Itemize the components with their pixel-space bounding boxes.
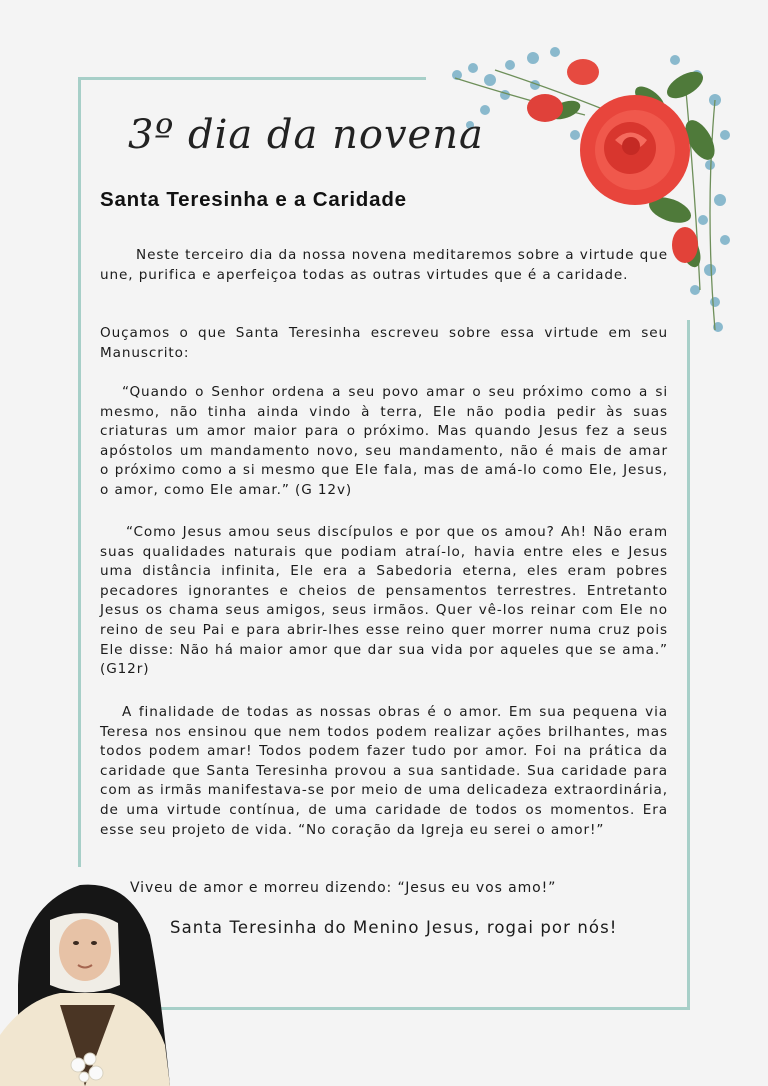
manuscript-paragraph: Ouçamos o que Santa Teresinha escreveu sobre essa virtude em seu Manuscrito: <box>100 325 668 361</box>
saint-teresinha-portrait <box>0 865 175 1086</box>
page-title: 3º dia da novena <box>128 112 484 158</box>
reflection-paragraph: A finalidade de todas as nossas obras é o amor. Em sua pequena via Teresa nos ensinou que nem todos podem realizar ações brilhantes, mas todos podem amar! Todos podem fazer tudo por amor. Foi na prática da caridade que Santa Teresinha provou a sua santidade. Sua caridade para com as irmãs manifestava-se por meio de uma delicadeza extraordinária, de uma virtude contínua, de uma caridade de todos os momentos. Era esse seu projeto de vida. “No coração da Igreja eu serei o amor!” <box>100 704 668 838</box>
quote-paragraph-1: “Quando o Senhor ordena a seu povo amar o seu próximo como a si mesmo, não tinha ainda vindo à terra, Ele não podia pedir às suas criaturas um amor maior para o próximo. Mas quando Jesus fez a seus apóstolos um mandamento novo, seu mandamento, não é mais de amar o próximo como a si mesmo que Ele fala, mas de amá-lo como Ele, Jesus, o amor, como Ele amar.” (G 12v) <box>100 384 668 498</box>
closing-line: Viveu de amor e morreu dizendo: “Jesus eu vos amo!” <box>130 880 557 896</box>
frame-bottom-line <box>160 1007 690 1010</box>
intro-paragraph: Neste terceiro dia da nossa novena meditaremos sobre a virtude que une, purifica e aperfeiçoa todas as outras virtudes que é a caridade. <box>100 247 668 283</box>
frame-top-line <box>78 77 426 80</box>
rose-bouquet-icon <box>435 40 745 340</box>
frame-left-line <box>78 77 81 867</box>
quote-paragraph-2: “Como Jesus amou seus discípulos e por que os amou? Ah! Não eram suas qualidades naturais que podiam atraí-lo, havia entre eles e Jesus uma distância infinita, Ele era a Sabedoria eterna, eles eram pobres pecadores ignorantes e cheios de pensamentos terrestres. Entretanto Jesus os chama seus amigos, seus irmãos. Quer vê-los reinar com Ele no reino de seu Pai e para abrir-lhes esse reino quer morrer numa cruz pois Ele disse: Não há maior amor que dar sua vida por aqueles que se ama.” (G12r) <box>100 524 668 678</box>
frame-right-line <box>687 320 690 1010</box>
closing-prayer: Santa Teresinha do Menino Jesus, rogai por nós! <box>170 918 618 937</box>
page-subtitle: Santa Teresinha e a Caridade <box>100 188 407 211</box>
